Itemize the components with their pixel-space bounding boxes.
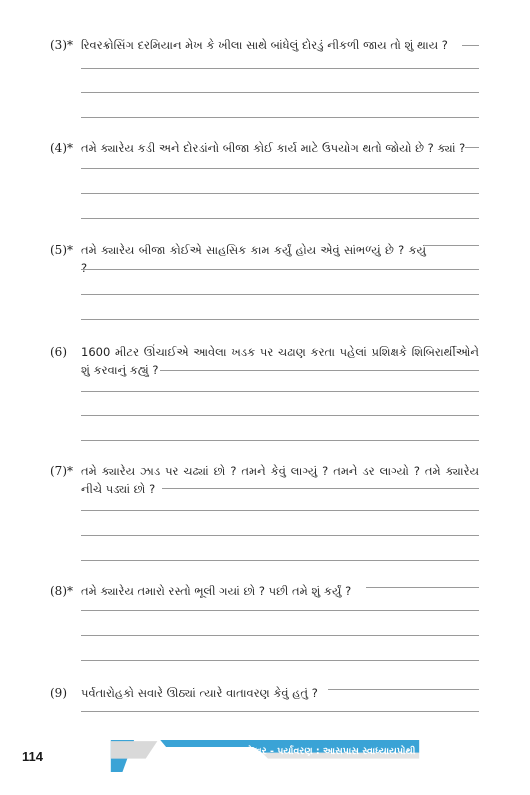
question-text: 1600 મીટર ઊંચાઈએ આવેલા ખડક પર ચઢાણ કરતા પહેલાં પ્રશિક્ષકે શિબિરાર્થીઓને શું કરવાનું કહ્યું ?: [81, 345, 479, 377]
question-number: (9): [50, 686, 67, 700]
answer-line: [328, 689, 479, 690]
question-number: (4)*: [50, 141, 73, 155]
question-number: (6): [50, 345, 67, 359]
answer-line: [81, 269, 479, 270]
answer-line: [160, 370, 479, 371]
answer-line: [81, 560, 479, 561]
answer-line: [81, 92, 479, 93]
answer-line: [81, 635, 479, 636]
question-text: પર્વતારોહકો સવારે ઊઠ્યાં ત્યારે વાતાવરણ કેવું હતું ?: [81, 686, 318, 700]
answer-line: [81, 711, 479, 712]
answer-line: [81, 117, 479, 118]
question-text: તમે ક્યારેય બીજા કોઈએ સાહસિક કામ કર્યું હોય એવું સાંભળ્યું છે ? કયું ?: [81, 243, 426, 275]
question-number: (8)*: [50, 584, 73, 598]
answer-line: [81, 68, 479, 69]
answer-line: [81, 319, 479, 320]
answer-line: [81, 510, 479, 511]
footer-title: અનેકાર - પર્યાવરણ : આસપાસ સ્વાધ્યાયપોથી (ભાગ-1) ધોરણ-5: [235, 746, 490, 757]
question-text: તમે ક્યારેય તમારો રસ્તો ભૂલી ગયાં છો ? પછી તમે શું કર્યું ?: [81, 584, 352, 598]
answer-line: [81, 218, 479, 219]
answer-line: [81, 294, 479, 295]
answer-line: [81, 168, 479, 169]
question-text: રિવરક્રોસિંગ દરમિયાન મેખ કે ખીલા સાથે બાંધેલું દોરડું નીકળી જાય તો શું થાય ?: [81, 38, 448, 52]
question-number: (5)*: [50, 243, 73, 257]
footer-page-tab: [111, 741, 158, 758]
answer-line: [462, 45, 479, 46]
answer-line: [81, 415, 479, 416]
question-number: (7)*: [50, 464, 73, 478]
answer-line: [81, 610, 479, 611]
answer-line: [81, 535, 479, 536]
question-text: તમે ક્યારેય ઝાડ પર ચઢ્યાં છો ? તમને કેવું લાગ્યું ? તમને ડર લાગ્યો ? તમે ક્યારેય નીચે પડ્યાં છો ?: [81, 464, 479, 496]
answer-line: [81, 391, 479, 392]
answer-line: [162, 488, 479, 489]
answer-line: [366, 587, 479, 588]
question-number: (3)*: [50, 38, 73, 52]
answer-line: [425, 245, 479, 246]
answer-line: [81, 440, 479, 441]
page-number: 114: [22, 749, 43, 764]
answer-line: [81, 193, 479, 194]
answer-line: [81, 660, 479, 661]
answer-line: [465, 147, 479, 148]
question-text: તમે ક્યારેય કડી અને દોરડાંનો બીજા કોઈ કાર્ય માટે ઉપયોગ થતો જોયો છે ? ક્યાં ?: [81, 141, 466, 155]
